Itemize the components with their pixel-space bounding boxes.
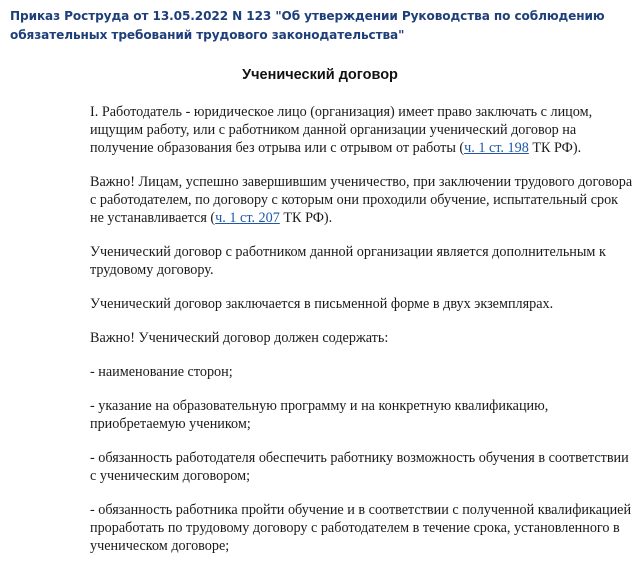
section-heading: Ученический договор	[242, 67, 398, 83]
list-item: - указание на образовательную программу и на конкретную квалификацию, приобретаемую учеником;	[90, 398, 549, 432]
law-reference-link[interactable]: ч. 1 ст. 207	[215, 210, 280, 226]
paragraph-probation-note	[90, 173, 635, 227]
paragraph-written-form: Ученический договор заключается в письменной форме в двух экземплярах.	[90, 296, 554, 312]
document-source-title: Приказ Роструда от 13.05.2022 N 123 "Об утверждении Руководства по соблюдению обязательных требований трудового законодательства"	[10, 9, 605, 42]
paragraph-must-contain: Важно! Ученический договор должен содержать:	[90, 330, 389, 346]
paragraph-text: I. Работодатель - юридическое лицо (организация) имеет право заключать с лицом, ищущим работу, или с работником данной организации ученический договор на получение образования без отрыва или с отрывом от работы (	[90, 104, 593, 156]
list-item: - наименование сторон;	[90, 364, 233, 380]
law-reference-link[interactable]: ч. 1 ст. 198	[464, 140, 529, 156]
list-item: - обязанность работника пройти обучение и в соответствии с полученной квалификацией проработать по трудовому договору с работодателем в течение срока, установленного в ученическом договоре;	[90, 502, 632, 554]
list-item: - обязанность работодателя обеспечить работнику возможность обучения в соответствии с ученическим договором;	[90, 450, 629, 484]
paragraph-text: ТК РФ).	[279, 210, 333, 226]
paragraph-text: ТК РФ).	[528, 140, 582, 156]
paragraph-employer-right	[90, 103, 635, 157]
document-body	[90, 103, 635, 571]
paragraph-text: Важно! Лицам, успешно завершившим ученичество, при заключении трудового договора с работодателем, по договору с которым они проходили обучение, испытательный срок не устанавливается (	[90, 174, 633, 226]
paragraph-additional-contract: Ученический договор с работником данной организации является дополнительным к трудовому договору.	[90, 244, 606, 278]
